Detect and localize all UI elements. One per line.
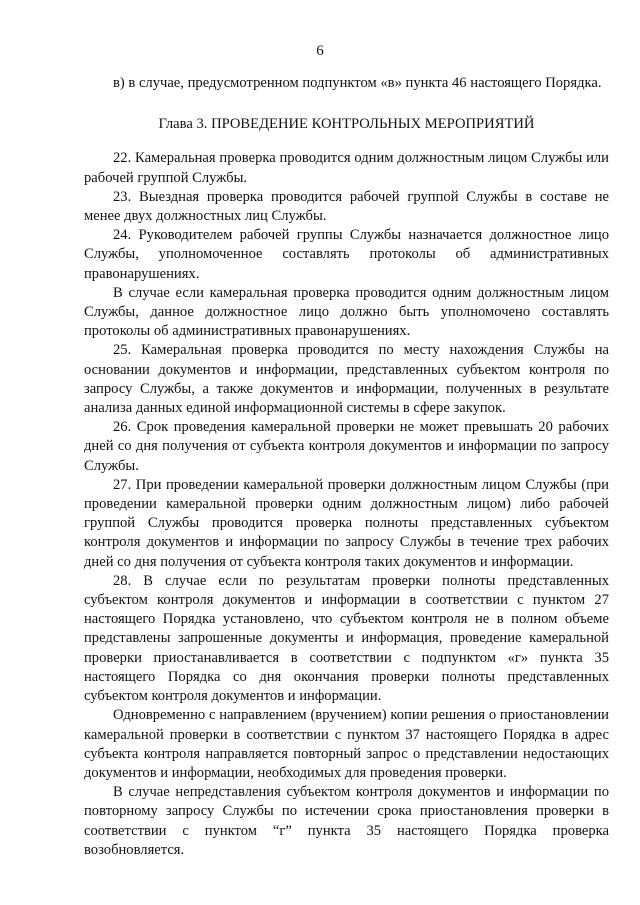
paragraph-27: 27. При проведении камеральной проверки должностным лицом Службы (при проведении камеральной проверки одним должностным лицом) либо рабочей группой Службы проводится проверка полноты представленных субъектом контроля документов и информации по запросу Службы в течение трех рабочих дней со дня получения от субъекта контроля таких документов и информации. <box>84 476 609 570</box>
paragraph-25: 25. Камеральная проверка проводится по месту нахождения Службы на основании документов и информации, представленных субъектом контроля по запросу Службы, а также документов и информации, полученных в результате анализа данных единой информационной системы в сфере закупок. <box>84 342 609 417</box>
document-body <box>84 74 609 860</box>
paragraph-28-simultaneous: Одновременно с направлением (вручением) копии решения о приостановлении камеральной проверки в соответствии с пунктом 37 настоящего Порядка в адрес субъекта контроля направляется повторный запрос о представлении недостающих документов и информации, необходимых для проведения проверки. <box>84 707 609 781</box>
page-number: 6 <box>316 43 324 59</box>
paragraph-24: 24. Руководителем рабочей группы Службы назначается должностное лицо Службы, уполномоченное составлять протоколы об административных правонарушениях. <box>84 227 609 282</box>
chapter-title: Глава 3. ПРОВЕДЕНИЕ КОНТРОЛЬНЫХ МЕРОПРИЯТИЙ <box>158 116 535 133</box>
paragraph-23: 23. Выездная проверка проводится рабочей группой Службы в составе не менее двух должностных лиц Службы. <box>84 188 609 225</box>
paragraph-28: 28. В случае если по результатам проверки полноты представленных субъектом контроля документов и информации в соответствии с пунктом 27 настоящего Порядка установлено, что субъектом контроля не в полном объеме представлены запрошенные документы и информация, проведение камеральной проверки приостанавливается в соответствии с подпунктом «г» пункта 35 настоящего Порядка со дня окончания проверки полноты представленных субъектом контроля документов и информации. <box>84 572 609 705</box>
paragraph-28-resumption: В случае непредставления субъектом контроля документов и информации по повторному запросу Службы по истечении срока приостановления проверки в соответствии с пунктом “г” пункта 35 настоящего Порядка проверка возобновляется. <box>84 784 609 858</box>
paragraph-22: 22. Камеральная проверка проводится одним должностным лицом Службы или рабочей группой Службы. <box>84 150 609 186</box>
paragraph-26: 26. Срок проведения камеральной проверки не может превышать 20 рабочих дней со дня получения от субъекта контроля документов и информации по запросу Службы. <box>84 419 609 474</box>
paragraph-24-continued: В случае если камеральная проверка проводится одним должностным лицом Службы, данное должностное лицо должно быть уполномочено составлять протоколы об административных правонарушениях. <box>84 284 609 340</box>
intro-paragraph: в) в случае, предусмотренном подпунктом «в» пункта 46 настоящего Порядка. <box>113 75 602 91</box>
